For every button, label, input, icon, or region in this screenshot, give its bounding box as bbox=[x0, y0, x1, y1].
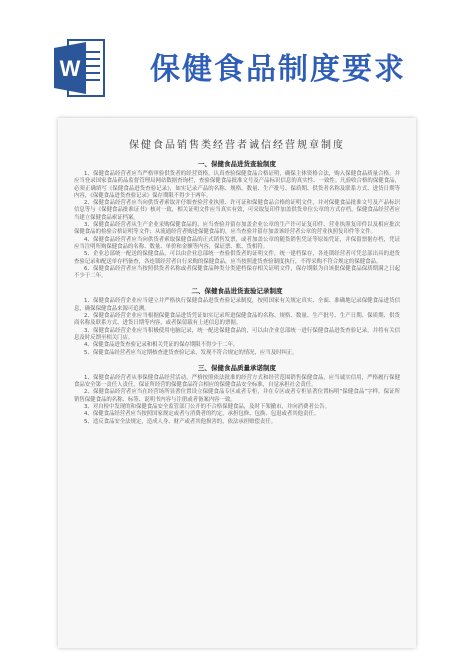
paragraph: 3、保健食品经营者从生产企业采购保健食品的，应当查验并留存加盖企业公章的生产许可证复印件、营业执照复印件以及相应批次保健食品的检验合格证明等文件；从流通经营者购进保健食品的，应当查验并留存加盖该经营者公章的营业执照复印件等文件。 bbox=[74, 222, 400, 236]
paragraph: 1、保健食品经营者应当严格审验供货者的经营资格，认真查验保健食品合格证明，确保主体资格合法，购入保健食品质量合格，并应当登录国家食品药品监督管理局网站数据查询栏，查验保健食品批准文号及产品标识信息的真实性、一致性。凡验收合格的保健食品，必须正确填写《保健食品进货查验记录》，如实记录产品的名称、规格、数量、生产批号、保质期、供货者名称及联系方式、进货日期等内容，《保健食品进货查验记录》保存期限不得少于两年。 bbox=[74, 171, 400, 199]
paragraph: 5、保健食品经营者应当定期核查进货查验记录，发现不符合规定的情况，应当及时纠正。 bbox=[84, 349, 298, 356]
word-document-icon bbox=[54, 38, 106, 98]
paragraph: 2、保健食品经营者应当在经营场所显著位置设立保健食品专区或者专柜，并在专区或者专柜显著位置标明“保健食品”字样，保证所销售保健食品的名称、标签、说明书内容与注册或者备案内容一致。 bbox=[74, 389, 400, 403]
paragraph: 2、保健食品经营者应当向供货者索取并仔细查验营业执照、许可证和保健食品合格的证明文件，并对保健食品批准文号及产品标识信息等与《保健食品批准证书》核对一致，相关证明文件应当真实有效，可采取复印件加盖供货单位公章的方式存档，保健食品经营者应当建立保健食品索证档案。 bbox=[74, 200, 400, 221]
section-quality-commitment bbox=[74, 363, 400, 426]
paragraph: 1、保健食品经营者从事保健食品经营活动，严格按照依法批准的经营方式和经营范围销售保健食品，应当诚实信用，严格履行保健食品安全第一责任人责任，保证所经营的保健食品符合相应的保健食品安全标准，自觉承担社会责任。 bbox=[74, 374, 400, 389]
paragraph: 3、保健食品经营企业应当积极使用电脑记录，统一配送保健食品的，可以由企业总部统一进行保健食品进货查验记录，并将有关信息及时反馈至相关门店。 bbox=[74, 327, 400, 341]
banner-title: 保健食品制度要求 bbox=[150, 52, 406, 87]
section-purchase-inspection bbox=[74, 159, 400, 280]
section-heading: 二、保健食品进货查验记录制度 bbox=[191, 287, 283, 296]
paragraph: 6、保健食品经营者应当按照供货者名称或者保健食品种类分类建档保存相关证明文件，保存期限为自该批保健食品保质期满之日起不少于二年。 bbox=[74, 265, 400, 280]
paragraph: 5、违反食品安全法规定，造成人身、财产或者其他损害的，依法承担赔偿责任。 bbox=[84, 418, 277, 425]
document-preview bbox=[58, 118, 416, 648]
section-heading: 一、保健食品进货查验制度 bbox=[198, 160, 276, 168]
section-purchase-record bbox=[74, 286, 400, 356]
section-heading: 三、保健食品质量承诺制度 bbox=[198, 363, 276, 372]
paragraph: 2、保健食品经营企业应当根据保健食品进货凭证如实记录所进保健食品的名称、规格、数量、生产批号、生产日期、保质期、供货商名称及联系方式、进货日期等内容，或者保留载有上述信息的票据。 bbox=[74, 313, 400, 327]
paragraph: 5、企业总部统一配送的保健食品，可以由企业总部统一查验供货者的证明文件，统一建档保存，各连锁经营者可凭总部出具的进货查验记录和配送单存档备查，各连锁经营者自行采购的保健食品，应当按照进货查验制度执行，不得采购不符合规定的保健食品。 bbox=[74, 251, 400, 265]
paragraph: 1、保健食品经营企业应当建立并严格执行保健食品进货查验记录制度，按照国家有关规定真实、全面、准确地记录保健食品进货信息，确保保健食品来源可追溯。 bbox=[74, 298, 400, 312]
paragraph: 4、保健食品经营者应当按照国家规定或者与消费者的约定，承担包修、包换、包退或者其他责任。 bbox=[84, 411, 320, 418]
paragraph: 3、对自检中发现的和保健食品安全监管部门公开的不合格保健食品，及时下架撤市，并向消费者公告。 bbox=[84, 404, 331, 411]
svg-text:W: W bbox=[59, 56, 81, 81]
document-title: 保健食品销售类经营者诚信经营规章制度 bbox=[129, 140, 345, 151]
paragraph: 4、保健食品经营者应当向供货者索取保健食品的正式销售发票，或者加盖公章的随货销售凭证等原始凭证，并保留票据存档，凭证应当注明所购保健食品的名称、数量、单价和金额等内容，保证票、账、货相符。 bbox=[74, 236, 400, 250]
header-band bbox=[0, 0, 474, 118]
paragraph: 4、保健食品进货查验记录和相关凭证的保存期限不得少于二年。 bbox=[84, 342, 239, 349]
